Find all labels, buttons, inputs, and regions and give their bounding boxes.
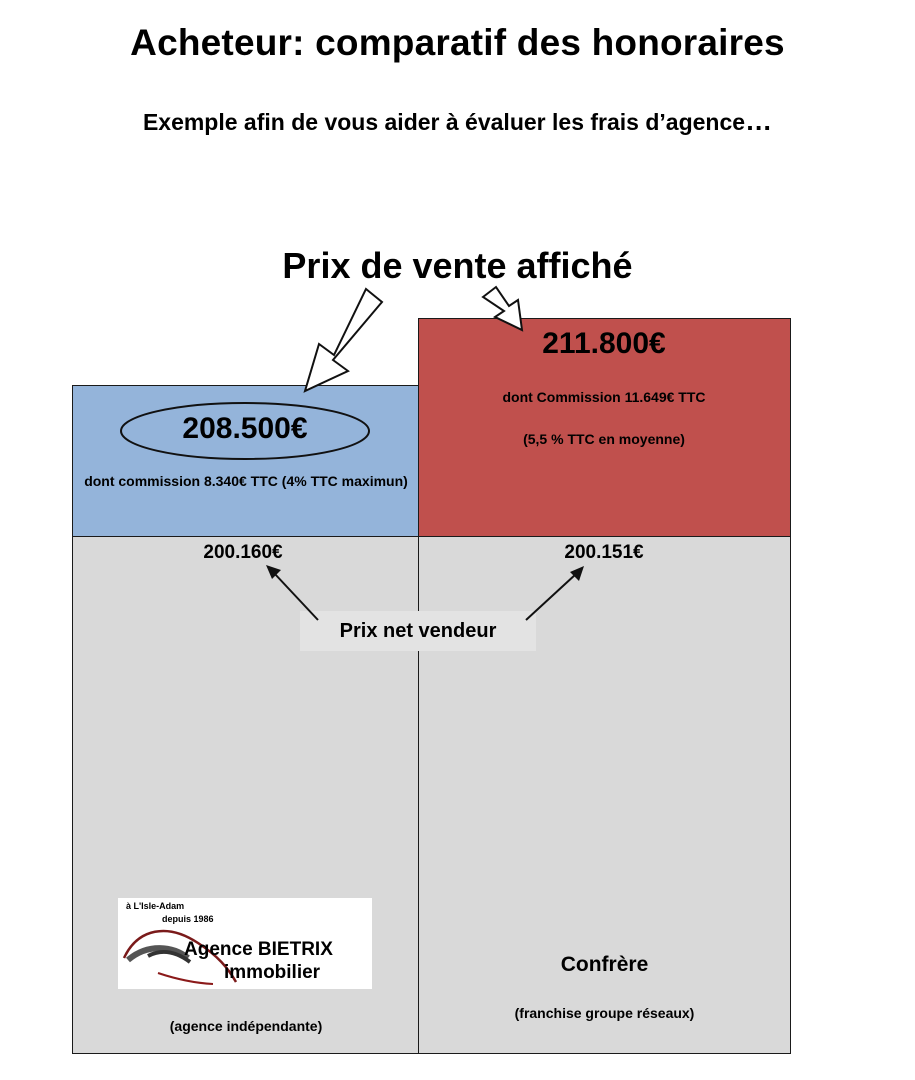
right-agency-type: (franchise groupe réseaux) [514, 1005, 695, 1021]
left-agency-type: (agence indépendante) [169, 1018, 323, 1034]
logo-line-1: à L'Isle-Adam [126, 901, 185, 911]
right-commission-rate: (5,5 % TTC en moyenne) [523, 431, 685, 447]
logo-line-2: depuis 1986 [162, 914, 214, 924]
logo-line-3: Agence BIETRIX [184, 939, 333, 960]
logo-line-4: immobilier [224, 962, 321, 983]
left-net-price: 200.160€ [203, 542, 283, 563]
left-price: 208.500€ [182, 412, 308, 445]
page-title: Acheteur: comparatif des honoraires [130, 22, 785, 63]
right-net-price: 200.151€ [564, 542, 644, 563]
net-price-label: Prix net vendeur [300, 611, 536, 651]
hollow-arrow-left [305, 289, 382, 391]
subtitle-ellipsis: … [745, 106, 773, 136]
price-heading: Prix de vente affiché [282, 245, 633, 286]
hollow-arrow-right [483, 287, 522, 330]
left-commission-text: dont commission 8.340€ TTC (4% TTC maximun) [84, 473, 408, 489]
subtitle-text: Exemple afin de vous aider à évaluer les frais d’agence [142, 109, 746, 135]
right-agency-name: Confrère [560, 953, 649, 976]
right-commission-text: dont Commission 11.649€ TTC [502, 389, 706, 405]
net-arrow-right-line [526, 574, 576, 620]
net-arrow-left-line [274, 573, 318, 620]
right-price: 211.800€ [542, 327, 666, 360]
